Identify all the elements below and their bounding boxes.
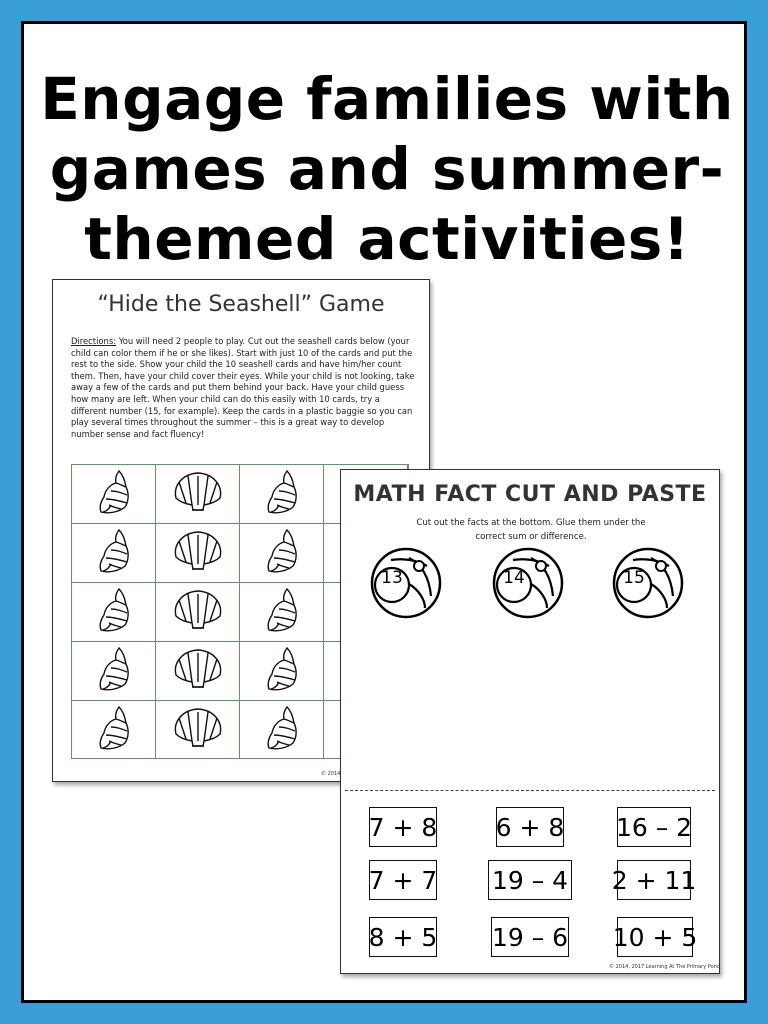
headline-line-1: Engage families with bbox=[40, 65, 734, 133]
scallop-shell-icon bbox=[170, 645, 226, 697]
conch-shell-icon bbox=[89, 526, 139, 580]
fact-card[interactable]: 7 + 8 bbox=[369, 807, 437, 847]
seashell-card bbox=[240, 642, 324, 701]
game-page-copyright: © 2014 bbox=[321, 771, 341, 777]
instruction-line-1: Cut out the facts at the bottom. Glue them under the bbox=[416, 518, 646, 528]
directions-label: Directions: bbox=[71, 336, 117, 346]
cut-paste-instructions bbox=[381, 516, 681, 544]
conch-shell-icon bbox=[257, 644, 307, 698]
scallop-shell-icon bbox=[170, 468, 226, 520]
conch-shell-icon bbox=[89, 644, 139, 698]
seashell-card bbox=[72, 465, 156, 524]
fact-card[interactable]: 8 + 5 bbox=[369, 917, 437, 957]
conch-shell-icon bbox=[257, 703, 307, 757]
cut-paste-copyright: © 2014, 2017 Learning At The Primary Pond bbox=[609, 964, 721, 970]
beach-ball-icon bbox=[611, 546, 685, 620]
seashell-card bbox=[240, 701, 324, 759]
fact-card[interactable]: 6 + 8 bbox=[496, 807, 564, 847]
seashell-card bbox=[72, 583, 156, 642]
conch-shell-icon bbox=[257, 526, 307, 580]
headline-line-2: games and summer- bbox=[49, 135, 725, 203]
directions-text: You will need 2 people to play. Cut out the seashell cards below (your child can color them if he or she likes). Start with just 10 of the cards and put the rest to the side. Show your child the 10 seashell cards and have him/her count them. Then, have your child cover their eyes. While your child is not looking, take away a few of the cards and put them behind your back. Have your child guess how many are left. When your child can do this easily with 10 cards, try a different number (15, for example). Keep the cards in a plastic baggie so you can play several times throughout the summer – this is a great way to develop number sense and fact fluency! bbox=[71, 336, 415, 439]
seashell-card bbox=[240, 465, 324, 524]
beach-ball-icon bbox=[369, 546, 443, 620]
seashell-card bbox=[72, 701, 156, 759]
scallop-shell-icon bbox=[170, 527, 226, 579]
scallop-shell-icon bbox=[170, 704, 226, 756]
game-page-title: “Hide the Seashell” Game bbox=[97, 292, 385, 317]
fact-card[interactable]: 19 – 4 bbox=[488, 860, 572, 900]
conch-shell-icon bbox=[257, 585, 307, 639]
beach-ball-icon bbox=[491, 546, 565, 620]
seashell-card bbox=[156, 701, 240, 759]
headline-line-3: themed activities! bbox=[84, 205, 690, 273]
fact-card[interactable]: 16 – 2 bbox=[617, 807, 691, 847]
conch-shell-icon bbox=[89, 703, 139, 757]
fact-card[interactable]: 10 + 5 bbox=[617, 917, 693, 957]
fact-card[interactable]: 2 + 11 bbox=[617, 860, 691, 900]
seashell-card bbox=[240, 583, 324, 642]
seashell-card bbox=[72, 642, 156, 701]
seashell-card bbox=[156, 642, 240, 701]
cut-paste-title: MATH FACT CUT AND PASTE bbox=[353, 482, 707, 507]
fact-card[interactable]: 7 + 7 bbox=[369, 860, 437, 900]
headline bbox=[24, 64, 750, 274]
seashell-card bbox=[156, 465, 240, 524]
seashell-card bbox=[72, 524, 156, 583]
scallop-shell-icon bbox=[170, 586, 226, 638]
conch-shell-icon bbox=[89, 585, 139, 639]
cut-and-paste-page bbox=[340, 469, 720, 974]
seashell-card bbox=[156, 583, 240, 642]
seashell-card bbox=[240, 524, 324, 583]
fact-card[interactable]: 19 – 6 bbox=[491, 917, 569, 957]
ball-number: 15 bbox=[623, 568, 645, 588]
ball-number: 13 bbox=[381, 568, 403, 588]
cut-line bbox=[345, 790, 715, 791]
seashell-card bbox=[156, 524, 240, 583]
conch-shell-icon bbox=[89, 467, 139, 521]
conch-shell-icon bbox=[257, 467, 307, 521]
instruction-line-2: correct sum or difference. bbox=[475, 532, 587, 542]
ball-number: 14 bbox=[503, 568, 525, 588]
game-directions bbox=[71, 336, 415, 440]
